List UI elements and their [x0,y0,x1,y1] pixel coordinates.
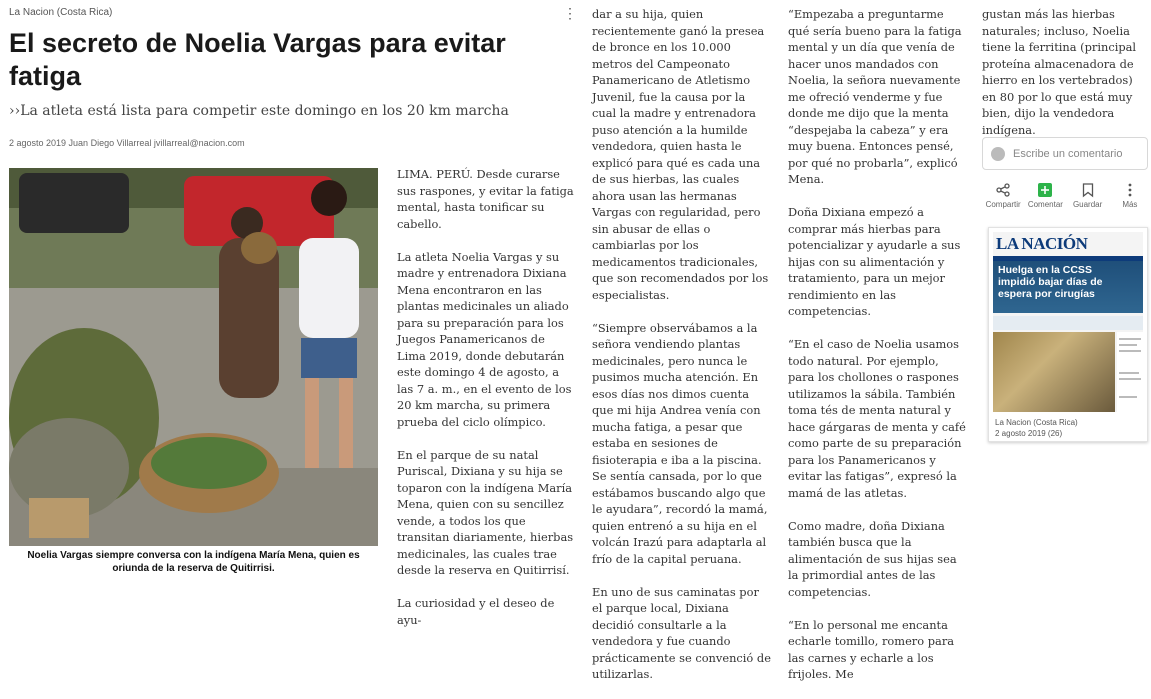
edition-masthead: LA NACIÓN [996,234,1088,253]
edition-cover [993,232,1143,412]
photo-illustration [9,168,378,546]
paragraph: Como madre, doña Dixiana también busca que la alimentación de sus hijas sea la primordial antes de las competencias. [788,518,957,599]
article-column-2 [592,6,772,699]
paragraph: En uno de sus caminatas por el parque local, Dixiana decidió consultarle a la vendedora y fue cuando prácticamente se convenció de utilizarlas. [592,584,771,681]
article-photo[interactable] [9,168,378,546]
paragraph: LIMA. PERÚ. Desde curarse sus raspones, y evitar la fatiga mental, hasta tonificar su cabello. [397,167,574,231]
comment-plus-icon [1037,182,1053,198]
text-line [1119,344,1137,346]
article-column-3 [788,6,968,699]
edition-headline: Huelga en la CCSS impidió bajar días de espera por cirugías [998,264,1103,300]
comment-input[interactable] [982,137,1148,170]
text-line [1119,350,1141,352]
bookmark-icon [1082,183,1094,197]
article-subtitle: ››La atleta está lista para competir este domingo en los 20 km marcha [9,103,509,119]
share-button[interactable] [982,180,1024,209]
more-label: Más [1122,200,1138,209]
comment-label: Comentar [1027,200,1063,209]
paragraph: La atleta Noelia Vargas y su madre y entrenadora Dixiana Mena encontraron en las plantas medicinales un aliado para su preparación para los Juegos Panamericanos de Lima 2019, donde debutarán este domingo 4 de agosto, a las 7 a. m., en el evento de los 20 km marcha, su primera prueba del ciclo olímpico. [397,249,572,429]
edition-strip [993,316,1143,330]
text-line [1119,396,1137,398]
paragraph: La curiosidad y el deseo de ayu- [397,596,555,627]
save-button[interactable] [1067,180,1109,209]
paragraph: “En lo personal me encanta echarle tomillo, romero para las carnes y echarle a los frijoles. Me [788,617,955,681]
article-title: El secreto de Noelia Vargas para evitar fatiga [9,28,506,91]
text-line [1119,378,1141,380]
article-column-4 [982,6,1148,155]
paragraph: “Siempre observábamos a la señora vendiendo plantas medicinales, pero nunca le pusimos mucha atención. En esos días nos dimos cuenta que mi hija Andrea venía con mucha fatiga, a pesar que estaba en sesiones de fisioterapia e iba a la piscina. Se sentía cansada, por lo que estábamos buscando algo que le ayudara”, recordó la mamá, quien entrenó a su hija en el volcán Irazú para adaptarla al frío de la capital peruana. [592,320,768,566]
avatar [991,147,1005,161]
article-more-icon[interactable]: ⋮ [563,5,577,21]
article-actions [982,180,1151,209]
photo-caption: Noelia Vargas siempre conversa con la indígena María Mena, quien es oriunda de la reserva de Quitirrisi. [27,550,360,574]
paragraph: “Empezaba a preguntarme qué sería bueno para la fatiga mental y un día que venía de hacer unos mandados con Noelia, la señora nuevamente me ofreció venderme y fue donde me dijo que la menta “despejaba la cabeza” y era muy buena. Entonces pensé, por qué no probarla”, explicó Mena. [788,7,962,186]
edition-source: La Nacion (Costa Rica) [995,418,1078,427]
edition-date: 2 agosto 2019 (26) [995,429,1063,438]
paragraph: gustan más las hierbas naturales; incluso, Noelia tiene la ferritina (principal proteína almacenadora de hierro en los vertebrados) en 80 por lo que está muy bien, dijo la vendedora indígena. [982,7,1137,137]
comment-button[interactable] [1024,180,1066,209]
save-label: Guardar [1072,200,1103,209]
more-button[interactable] [1109,180,1151,209]
edition-sidebar [1117,332,1143,412]
paragraph: “En el caso de Noelia usamos todo natural. Por ejemplo, para los chollones o raspones utilizamos la sábila. También toma tés de menta natural y hace gárgaras de menta y café como parte de su preparación para los Panamericanos y evitar las fatigas”, expresó la mamá de las atletas. [788,337,966,500]
share-label: Compartir [985,200,1021,209]
paragraph: En el parque de su natal Puriscal, Dixiana y su hija se toparon con la indígena María Mena, quien con su sencillez vende, a todos los que transitan diariamente, hierbas medicinales, las cuales trae desde la reserva en Quitirrisí. [397,447,574,577]
comment-placeholder: Escribe un comentario [1013,147,1123,160]
publication-source: La Nacion (Costa Rica) [9,7,113,18]
more-vertical-icon [1128,183,1132,197]
edition-photo [993,332,1115,412]
edition-card[interactable] [988,227,1148,442]
share-icon [996,183,1010,197]
article-column-1 [397,166,577,645]
text-line [1119,372,1139,374]
text-line [1119,338,1141,340]
paragraph: dar a su hija, quien recientemente ganó la presea de bronce en los 10.000 metros del Campeonato Panamericano de Atletismo Juvenil, fue la causa por la cual la madre y entrenadora puso atención a la humilde vendedora, quien hasta le explicó para qué es cada una de sus hierbas, las cuales ahora usan las hermanas Vargas con regularidad, pero sin abusar de ellas o cambiarlas por los medicamentos tradicionales, que son recomendados por los especialistas. [592,7,769,302]
paragraph: Doña Dixiana empezó a comprar más hierbas para potencializar y ayudarle a sus hijas con su alimentación y tratamiento, para un mejor rendimiento en las competencias. [788,205,961,318]
article-byline: 2 agosto 2019 Juan Diego Villarreal jvillarreal@nacion.com [9,138,245,148]
